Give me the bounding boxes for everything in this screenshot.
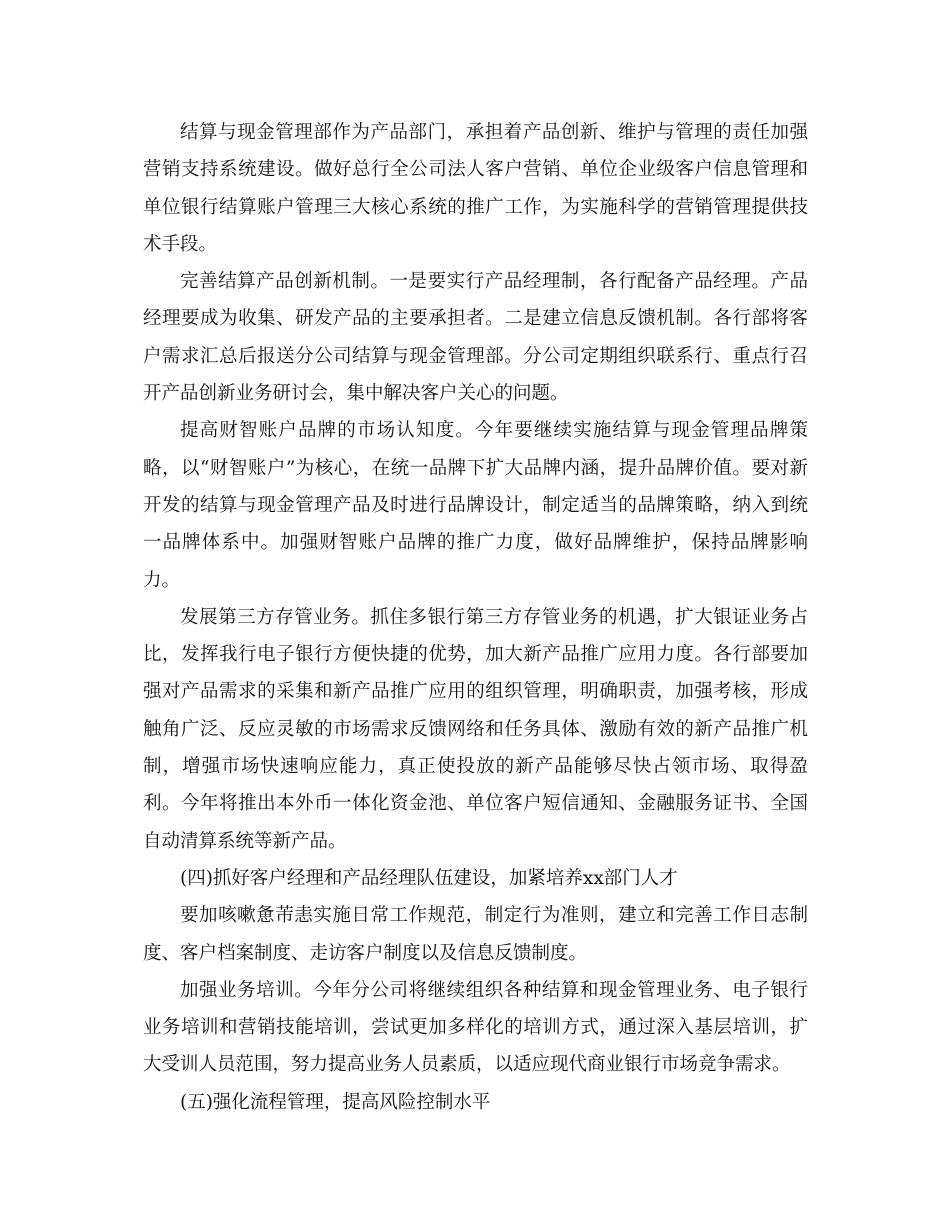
paragraph: 提高财智账户品牌的市场认知度。今年要继续实施结算与现金管理品牌策略，以“财智账户”为核心，在统一品牌下扩大品牌内涵，提升品牌价值。要对新开发的结算与现金管理产品及时进行品牌设计，制定适当的品牌策略，纳入到统一品牌体系中。加强财智账户品牌的推广力度，做好品牌维护，保持品牌影响力。 bbox=[143, 420, 808, 591]
paragraph: 发展第三方存管业务。抓住多银行第三方存管业务的机遇，扩大银证业务占比，发挥我行电子银行方便快捷的优势，加大新产品推广应用力度。各行部要加强对产品需求的采集和新产品推广应用的组织管理，明确职责，加强考核，形成触角广泛、反应灵敏的市场需求反馈网络和任务具体、激励有效的新产品推广机制，增强市场快速响应能力，真正使投放的新产品能够尽快占领市场、取得盈利。今年将推出本外币一体化资金池、单位客户短信通知、金融服务证书、全国自动清算系统等新产品。 bbox=[143, 606, 808, 852]
paragraph: 结算与现金管理部作为产品部门，承担着产品创新、维护与管理的责任加强营销支持系统建设。做好总行全公司法人客户营销、单位企业级客户信息管理和单位银行结算账户管理三大核心系统的推广工作，为实施科学的营销管理提供技术手段。 bbox=[143, 122, 808, 255]
paragraph: 完善结算产品创新机制。一是要实行产品经理制，各行配备产品经理。产品经理要成为收集、研发产品的主要承担者。二是建立信息反馈机制。各行部将客户需求汇总后报送分公司结算与现金管理部。分公司定期组织联系行、重点行召开产品创新业务研讨会，集中解决客户关心的问题。 bbox=[143, 271, 808, 405]
paragraph: 要加咳嗽惫芾恚实施日常工作规范，制定行为准则，建立和完善工作日志制度、客户档案制度、走访客户制度以及信息反馈制度。 bbox=[143, 905, 808, 964]
document-body bbox=[143, 114, 808, 1121]
paragraph: 加强业务培训。今年分公司将继续组织各种结算和现金管理业务、电子银行业务培训和营销技能培训，尝试更加多样化的培训方式，通过深入基层培训，扩大受训人员范围，努力提高业务人员素质，以适应现代商业银行市场竞争需求。 bbox=[143, 979, 808, 1076]
section-heading: (四)抓好客户经理和产品经理队伍建设，加紧培养xx部门人才 bbox=[180, 867, 678, 889]
section-heading: (五)强化流程管理，提高风险控制水平 bbox=[180, 1091, 491, 1113]
